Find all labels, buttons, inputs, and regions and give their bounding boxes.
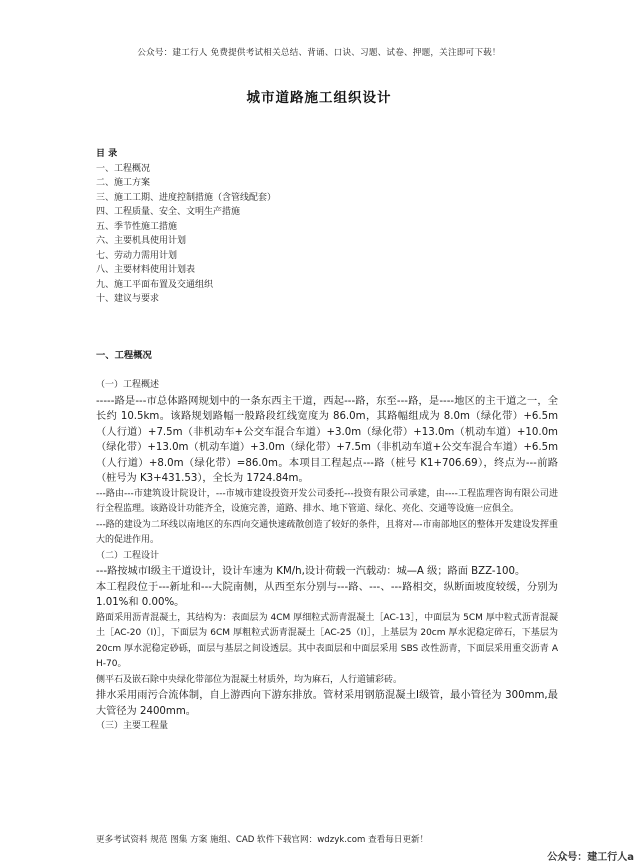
paragraph: 路面采用沥青混凝土，其结构为：表面层为 4CM 厚细粒式沥青混凝土［AC-13］，中面层为 5CM 厚中粒式沥青混凝土［AC-20（Ⅰ)］，下面层为 6CM 厚粗粒式沥青混凝土［AC-25（Ⅰ)］，上基层为 20cm 厚水泥稳定碎石，下基层为 20cm 厚水泥稳定砂砾，面层与基层之间设透层。其中表面层和中面层采用 SBS 改性沥青，下面层采用重交沥青 AH-70。 <box>96 612 558 669</box>
paragraph: ---路由---市建筑设计院设计，---市城市建设投资开发公司委托---投资有限公司承建，由----工程监理咨询有限公司进行全程监理。该路设计功能齐全，设施完善，道路、排水、地下管道、绿化、亮化、交通等设施一应俱全。 <box>96 488 558 514</box>
header-note: 公众号：建工行人 免费提供考试相关总结、背诵、口诀、习题、试卷、押题，关注即可下载！ <box>137 48 501 58</box>
section-heading: 一、工程概况 <box>96 350 152 361</box>
toc-item: 九、施工平面布置及交通组织 <box>96 279 214 290</box>
subsection-heading: （一）工程概述 <box>96 380 160 390</box>
toc-item: 二、施工方案 <box>96 178 151 188</box>
paragraph: -----路是---市总体路网规划中的一条东西主干道，西起---路，东至---路，是----地区的主干道之一，全长约 10.5km。该路规划路幅一般路段红线宽度为 86.0m，其路幅组成为 8.0m（绿化带）+6.5m（人行道）+7.5m（非机动车+公交车混合车道）+3.0m（绿化带）+13.0m（机动车道）+10.0m（绿化带）+13.0m（机动车道）+3.0m（绿化带）+7.5m（非机动车道+公交车混合车道）+6.5m（人行道）+8.0m（绿化带）=86.0m。本项目工程起点---路（桩号 K1+706.69），终点为---前路（桩号为 K3+431.53），全长为 1724.84m。 <box>96 395 558 484</box>
subsection-heading: （二）工程设计 <box>96 550 160 561</box>
toc-heading: 目 录 <box>96 149 118 159</box>
toc-item: 十、建议与要求 <box>96 294 160 304</box>
footer-note: 更多考试资料 规范 图集 方案 施组、CAD 软件下载官网：wdzyk.com 查看每日更新！ <box>96 835 429 845</box>
paragraph: ---路按城市Ⅰ级主干道设计，设计车速为 KM/h,设计荷载一汽载动：城—A 级；路面 BZZ-100。 <box>96 566 526 577</box>
toc-item: 八、主要材料使用计划表 <box>96 265 196 275</box>
toc-item: 六、主要机具使用计划 <box>96 236 187 246</box>
watermark-text: 公众号：建工行人a <box>547 852 634 863</box>
paragraph: 本工程段位于---新址和---大院南侧，从西至东分别与---路、---、---路相交，纵断面坡度较缓，分别为 1.01%和 0.00%。 <box>96 581 558 608</box>
toc-item: 三、施工工期、进度控制措施（含管线配套） <box>96 192 277 203</box>
table-of-contents <box>96 147 556 307</box>
toc-item: 五、季节性施工措施 <box>96 221 178 232</box>
paragraph: ---路的建设为二环线以南地区的东西向交通快速疏散创造了较好的条件，且将对---市南部地区的整体开发建设发挥重大的促进作用。 <box>96 519 558 545</box>
subsection-heading: （三）主要工程量 <box>96 721 169 731</box>
section-body <box>96 378 558 735</box>
paragraph: 侧平石及嵌石除中央绿化带部位为混凝土材质外，均为麻石，人行道铺彩砖。 <box>96 674 403 685</box>
document-title: 城市道路施工组织设计 <box>246 90 392 106</box>
toc-item: 一、工程概况 <box>96 163 151 174</box>
paragraph: 排水采用雨污合流体制，自上游西向下游东排放。管材采用钢筋混凝土Ⅰ级管，最小管径为 300mm,最大管径为 2400mm。 <box>96 690 558 717</box>
toc-item: 四、工程质量、安全、文明生产措施 <box>96 207 241 217</box>
toc-item: 七、劳动力需用计划 <box>96 250 178 261</box>
